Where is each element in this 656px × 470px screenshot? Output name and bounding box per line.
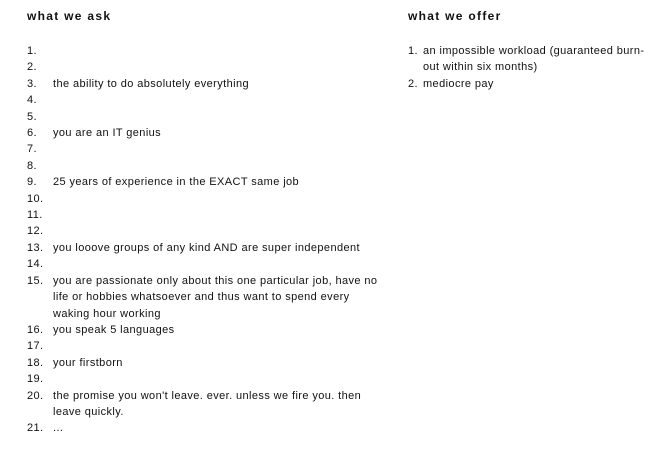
item-number: 3. xyxy=(27,77,37,90)
item-text: mediocre pay xyxy=(422,77,494,90)
item-number: 2. xyxy=(408,77,418,90)
list-item xyxy=(27,141,387,157)
item-number: 1. xyxy=(27,45,37,57)
item-number: 13. xyxy=(27,241,44,254)
item-number: 9. xyxy=(27,176,37,189)
item-number: 19. xyxy=(27,373,44,386)
item-text xyxy=(53,191,387,207)
item-text: the ability to do absolutely everything xyxy=(53,77,249,90)
item-number: 8. xyxy=(27,159,37,172)
list-item xyxy=(27,420,387,436)
item-number: 2. xyxy=(27,61,37,74)
list-item xyxy=(27,207,387,223)
item-number: 6. xyxy=(27,127,37,140)
item-text xyxy=(53,43,387,59)
item-number: 4. xyxy=(27,94,37,107)
what-we-ask-column xyxy=(27,8,387,437)
what-we-offer-heading: what we offer xyxy=(408,9,502,23)
item-number: 5. xyxy=(27,110,37,123)
list-item xyxy=(27,125,387,141)
item-text xyxy=(53,223,387,239)
list-item xyxy=(408,76,648,92)
item-number: 7. xyxy=(27,143,37,156)
item-number: 11. xyxy=(27,209,43,222)
list-item xyxy=(27,76,387,92)
item-text: ... xyxy=(53,422,64,435)
list-item xyxy=(27,256,387,272)
item-text xyxy=(53,158,387,174)
list-item xyxy=(27,59,387,75)
item-text: you looove groups of any kind AND are super independent xyxy=(53,241,360,254)
list-item xyxy=(408,43,648,76)
item-text xyxy=(53,207,387,223)
list-item xyxy=(27,240,387,256)
list-item xyxy=(27,223,387,239)
item-number: 17. xyxy=(27,340,44,353)
list-item xyxy=(27,371,387,387)
item-number: 10. xyxy=(27,192,44,205)
list-item xyxy=(27,322,387,338)
item-text: 25 years of experience in the EXACT same job xyxy=(53,176,300,189)
item-text: you are passionate only about this one particular job, have no life or hobbies whatsoever and thus want to spend every waking hour working xyxy=(53,274,378,320)
item-text xyxy=(53,371,387,387)
item-number: 1. xyxy=(408,45,418,57)
list-item xyxy=(27,191,387,207)
what-we-ask-heading: what we ask xyxy=(27,9,112,23)
list-item xyxy=(27,273,387,322)
list-item xyxy=(27,388,387,421)
what-we-offer-list xyxy=(408,43,648,92)
list-item xyxy=(27,92,387,108)
list-item xyxy=(27,338,387,354)
list-item xyxy=(27,158,387,174)
item-number: 15. xyxy=(27,274,44,287)
item-text: an impossible workload (guaranteed burn-out within six months) xyxy=(422,45,645,74)
item-text xyxy=(53,109,387,125)
list-item xyxy=(27,43,387,59)
item-number: 20. xyxy=(27,389,44,402)
item-text: you speak 5 languages xyxy=(53,323,175,336)
item-text: you are an IT genius xyxy=(53,127,162,140)
list-item xyxy=(27,355,387,371)
item-text: your firstborn xyxy=(53,356,123,369)
item-text xyxy=(53,92,387,108)
list-item xyxy=(27,174,387,190)
what-we-ask-list xyxy=(27,43,387,437)
item-text xyxy=(53,256,387,272)
item-text xyxy=(53,338,387,354)
list-item xyxy=(27,109,387,125)
item-number: 21. xyxy=(27,422,44,435)
item-number: 14. xyxy=(27,258,44,271)
what-we-offer-column xyxy=(408,8,648,92)
item-number: 16. xyxy=(27,323,44,336)
item-number: 18. xyxy=(27,356,44,369)
item-text xyxy=(53,59,387,75)
item-text xyxy=(53,141,387,157)
item-text: the promise you won't leave. ever. unless we fire you. then leave quickly. xyxy=(53,389,362,418)
item-number: 12. xyxy=(27,225,44,238)
